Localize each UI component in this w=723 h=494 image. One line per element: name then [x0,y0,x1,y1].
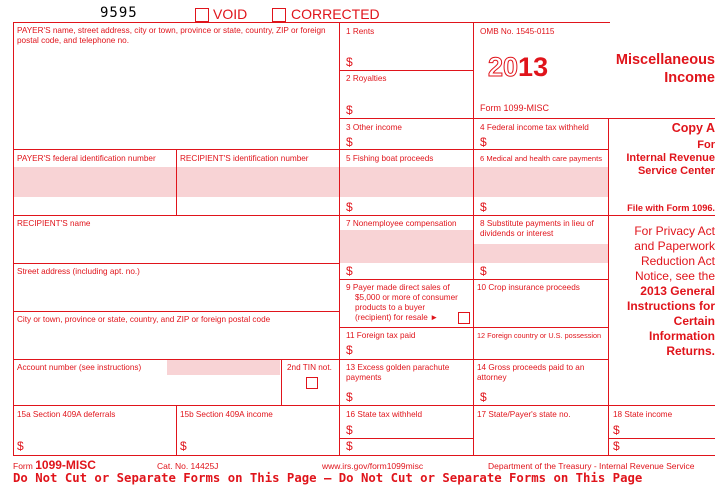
rule [13,149,339,150]
rule [339,118,715,119]
rule [339,359,608,360]
rule [13,22,610,23]
box6-dollar: $ [480,200,487,214]
form-code: 9595 [100,5,138,21]
box6-field[interactable] [474,167,608,197]
tax-year [488,52,548,83]
recipient-name-label: RECIPIENT'S name [17,219,91,228]
box3-dollar: $ [346,135,353,149]
box15b-label: 15b Section 409A income [180,410,273,419]
box1-dollar: $ [346,55,353,69]
recipient-id-label: RECIPIENT'S identification number [180,154,309,163]
rule [608,438,715,439]
box9-label-line1: 9 Payer made direct sales of [346,283,450,292]
box11-label: 11 Foreign tax paid [346,331,416,340]
box14-dollar: $ [480,390,487,404]
second-tin-label: 2nd TIN not. [287,363,332,372]
tax-year-suffix: 13 [518,52,549,82]
footer-form-prefix: Form [13,461,33,471]
footer-cat-no: Cat. No. 14425J [157,461,219,471]
box5-field[interactable] [340,167,473,197]
box7-dollar: $ [346,264,353,278]
account-field[interactable] [167,359,280,375]
title-line1: Miscellaneous [615,52,715,68]
privacy-line3: Reduction Act [640,254,715,268]
copy-irs-line2: Service Center [637,165,715,177]
rule [281,359,282,405]
rule [13,215,339,216]
privacy-line6: Instructions for [626,299,715,313]
box8-label: 8 Substitute payments in lieu of dividends or interest [480,219,594,238]
box18-dollar-1: $ [613,423,620,437]
box8-dollar: $ [480,264,487,278]
box17-label: 17 State/Payer's state no. [477,410,571,419]
box13-dollar: $ [346,390,353,404]
box9-label-line2: $5,000 or more of consumer [355,293,458,302]
box2-label: 2 Royalties [346,74,387,83]
box16-label: 16 State tax withheld [346,410,423,419]
rule [176,405,177,455]
rule [339,279,608,280]
omb-form-label: Form 1099-MISC [480,103,550,113]
file-with-label: File with Form 1096. [627,203,715,213]
second-tin-checkbox[interactable] [306,377,318,389]
box15b-dollar: $ [180,439,187,453]
rule [339,405,715,406]
copy-a-label: Copy A [671,121,715,135]
rule [13,263,339,264]
void-label: VOID [213,6,248,22]
box9-label-line4: (recipient) for resale ► [355,313,439,322]
privacy-line5: 2013 General [640,284,715,298]
rule [339,22,340,455]
omb-label: OMB No. 1545-0115 [480,27,555,36]
box9-label-line3: products to a buyer [355,303,426,312]
box7-field[interactable] [340,230,473,263]
rule [339,215,715,216]
privacy-line2: and Paperwork [634,239,715,253]
tax-year-prefix: 20 [488,52,519,82]
rule [473,22,474,455]
box14-label: 14 Gross proceeds paid to an attorney [477,363,585,382]
box11-dollar: $ [346,343,353,357]
footer-url: www.irs.gov/form1099misc [322,461,424,471]
box16-dollar-1: $ [346,423,353,437]
privacy-line9: Returns. [666,344,715,358]
rule [339,70,473,71]
footer-form [13,458,96,472]
footer-form-name: 1099-MISC [35,458,96,472]
box6-label: 6 Medical and health care payments [480,154,602,163]
account-label: Account number (see instructions) [17,363,142,372]
privacy-line4: Notice, see the [634,269,715,283]
payer-name-field[interactable] [14,50,338,148]
box13-label: 13 Excess golden parachute payments [346,363,450,382]
void-checkbox[interactable] [195,8,209,22]
corrected-checkbox[interactable] [272,8,286,22]
street-label: Street address (including apt. no.) [17,267,140,276]
rule [339,149,608,150]
city-label: City or town, province or state, country, and ZIP or foreign postal code [17,315,271,324]
recipient-id-field[interactable] [177,167,339,197]
corrected-label: CORRECTED [291,6,380,22]
rule [339,438,473,439]
box5-dollar: $ [346,200,353,214]
payer-fed-id-field[interactable] [13,167,176,197]
title-line2: Income [664,70,715,86]
box5-label: 5 Fishing boat proceeds [346,154,434,163]
box10-label: 10 Crop insurance proceeds [477,283,580,292]
rule [13,455,715,456]
box18-dollar-2: $ [613,439,620,453]
box12-label: 12 Foreign country or U.S. possession [477,331,602,340]
privacy-line1: For Privacy Act [634,224,715,238]
rule [339,327,608,328]
box2-dollar: $ [346,103,353,117]
copy-irs-line1: Internal Revenue [626,152,715,164]
box9-checkbox[interactable] [458,312,470,324]
rule [13,311,339,312]
footer-warning: Do Not Cut or Separate Forms on This Page — Do Not Cut or Separate Forms on This Page [13,471,643,485]
box18-label: 18 State income [613,410,673,419]
box4-label: 4 Federal income tax withheld [480,123,589,132]
rule [13,405,339,406]
copy-for-label: For [697,139,715,151]
box16-dollar-2: $ [346,439,353,453]
rule [13,359,339,360]
payer-name-label: PAYER'S name, street address, city or town, province or state, country, ZIP or foreign postal code, and telephone no. [17,26,326,45]
payer-fed-id-label: PAYER'S federal identification number [17,154,156,163]
box3-label: 3 Other income [346,123,402,132]
box1-label: 1 Rents [346,27,375,36]
footer-dept: Department of the Treasury - Internal Revenue Service [488,461,695,471]
box7-label: 7 Nonemployee compensation [346,219,457,228]
privacy-line8: Information [649,329,715,343]
box15a-dollar: $ [17,439,24,453]
box15a-label: 15a Section 409A deferrals [17,410,116,419]
box8-field[interactable] [474,244,608,263]
box4-dollar: $ [480,135,487,149]
privacy-line7: Certain [673,314,715,328]
